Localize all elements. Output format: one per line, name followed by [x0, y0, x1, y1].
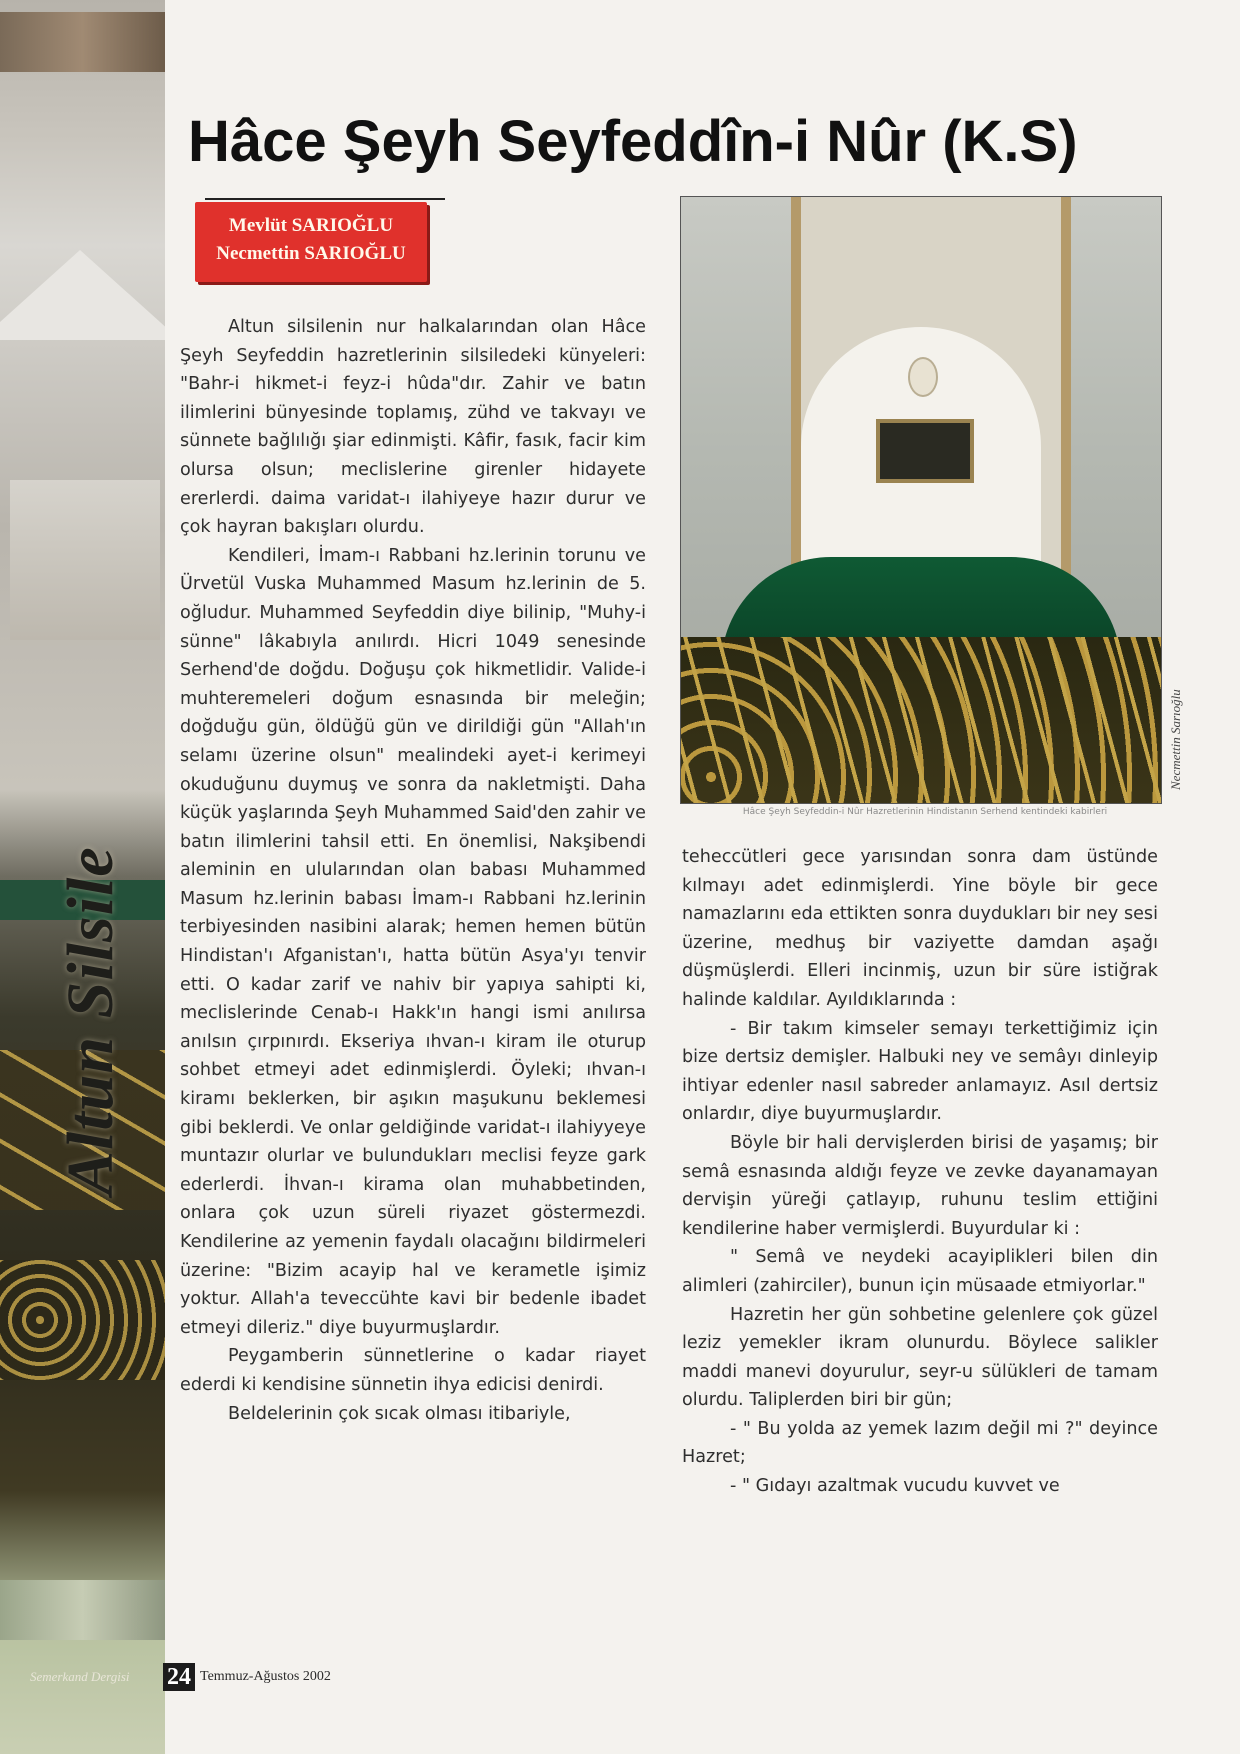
paragraph: - " Gıdayı azaltmak vucudu kuvvet ve: [730, 1476, 1060, 1497]
photo-gold-calligraphy-cloth: [681, 637, 1161, 804]
author-name: Necmettin SARIOĞLU: [216, 243, 406, 264]
paragraph: Kendileri, İmam-ı Rabbani hz.lerinin torunu ve Ürvetül Vuska Muhammed Masum hz.lerinin de 5. oğludur. Muhammed Seyfeddin diye bilinip, "Muhy-i sünne" lâkabıyla anılırdı. Hicri 1049 senesinde Serhend'de doğdu. Doğuşu çok hikmetlidir. Valide-i muhteremeleri doğum esnasında bir meleğin; doğduğu gün, öldüğü gün ve dirildiği gün "Allah'ın selamı üzerine olsun" mealindeki ayet-i kerimeyi okuduğunu duymuş ve sonra da nakletmişti. Daha küçük yaşlarında Şeyh Muhammed Said'den zahir ve batın ilimlerini tahsil etti. En önemlisi, Nakşibendi aleminin en ulularından olan babası Muhammed Masum hz.lerinin babası İmam-ı Rabbani hz.lerinin terbiyesinden nasibini alarak; hemen hemen bütün Hindistan'ı Afganistan'ı, hatta bütün Asya'yı tenvir etti. O kadar zarif ve nahiv bir yapıya sahipti ki, meclislerinde Cenab-ı Hakk'ın hangi ismi anılırsa anılsın çırpınırdı. Ekseriya ıhvan-ı kiram ile oturup sohbet etmeyi adet edinmişlerdi. Öyleki; ıhvan-ı kiramı beklerken, bir aşıkın maşukunu beklemesi gibi beklerdi. Ve onlar geldiğinde varidat-ı ilahiyyeye muntazır olurlar ve bulundukları meclisi feyze gark ederlerdi. İhvan-ı kirama olan muhabbetinden, onlara çok uzun süreli riyazet göstermezdi. Kendilerine az yemenin faydalı olacağını bildirmeleri üzerine: "Bizim acayip hal ve kerametle işimiz yoktur. Allah'a teveccühte kavi bir bedenle ibadet etmeyi dileriz." diye buyurmuşlardır.: [180, 545, 646, 1338]
issue-date: Temmuz-Ağustos 2002: [200, 1669, 331, 1684]
page-number: 24: [163, 1663, 195, 1691]
photo-finial: [908, 357, 938, 397]
section-label: Altun Silsile: [54, 846, 127, 1195]
paragraph: teheccütleri gece yarısından sonra dam üstünde kılmayı adet edinmişlerdi. Yine böyle bir gece namazlarını eda ettikten sonra duydukları bir ney sesi üzerine, medhuş bir vaziyette damdan aşağı düşmüşlerdi. Elleri incinmiş, uzun bir süre istiğrak halinde kaldılar. Ayıldıklarında :: [682, 847, 1158, 1010]
paragraph: Altun silsilenin nur halkalarından olan Hâce Şeyh Seyfeddin hazretlerinin silsiledeki künyeleri: "Bahr-i hikmet-i feyz-i hûda"dır. Zahir ve batın ilimlerini bünyesinde toplamış, zühd ve takvayı ve sünnete bağlılığı şiar edinmişti. Kâfir, fasık, facir kim olursa olsun; meclislerine girenler hidayete ererlerdi. daima varidat-ı ilahiyeye hazır durur ve çok hayran bakışları olurdu.: [180, 317, 646, 538]
article-column-right: [682, 843, 1158, 1501]
article-column-left: [180, 313, 646, 1428]
footer-magazine-name: Semerkand Dergisi: [30, 1669, 130, 1684]
paragraph: Peygamberin sünnetlerine o kadar riayet ederdi ki kendisine sünnetin ihya edicisi denirdi.: [180, 1346, 646, 1395]
strip-wooden-beam: [0, 12, 165, 72]
strip-gold-ornaments: [0, 1260, 165, 1380]
strip-bottom-tiles: [0, 1580, 165, 1640]
author-box-rule: [205, 198, 445, 200]
tomb-photo: [680, 196, 1162, 804]
strip-white-roof: [0, 250, 165, 340]
strip-stone-wall: [10, 480, 160, 640]
author-box: [195, 202, 427, 282]
paragraph: Hazretin her gün sohbetine gelenlere çok güzel leziz yemekler ikram olunurdu. Böylece salikler maddi manevi doyurulur, seyr-u sülükleri de tamam olurdu. Taliplerden biri bir gün;: [682, 1304, 1158, 1411]
paragraph: " Semâ ve neydeki acayiplikleri bilen din alimleri (zahirciler), bunun için müsaade etmiyorlar.": [682, 1247, 1158, 1296]
paragraph: Beldelerinin çok sıcak olması itibariyle,: [228, 1403, 571, 1424]
article-title: Hâce Şeyh Seyfeddîn-i Nûr (K.S): [188, 109, 1078, 174]
photo-credit: Necmettin Sarıoğlu: [1168, 689, 1183, 790]
page-footer: [0, 1663, 420, 1693]
author-name: Mevlüt SARIOĞLU: [228, 215, 394, 236]
paragraph: - Bir takım kimseler semayı terkettiğimiz için bize dertsiz demişler. Halbuki ney ve semâyı dinleyip ihtiyar edenler nasıl sabreder anlamayız. Asıl dertsiz onlardır, diye buyurmuşlardır.: [682, 1018, 1158, 1125]
paragraph: Böyle bir hali dervişlerden birisi de yaşamış; bir semâ esnasında aldığı feyze ve zevke dayanamayan dervişin yüreği çatlayıp, ruhunu teslim ettiğini kendilerine haber vermişlerdi. Buyurdular ki :: [682, 1132, 1158, 1239]
photo-plaque: [876, 419, 974, 483]
paragraph: - " Bu yolda az yemek lazım değil mi ?" deyince Hazret;: [682, 1418, 1158, 1468]
photo-caption: Hâce Şeyh Seyfeddin-i Nûr Hazretlerinin Hindistanın Serhend kentindeki kabirleri: [742, 807, 1108, 817]
